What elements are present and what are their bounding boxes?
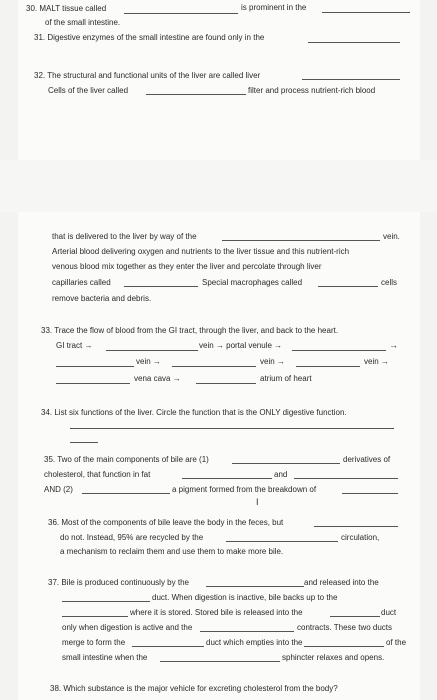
q37-blank-5 bbox=[200, 631, 294, 632]
q36-blank-2 bbox=[226, 541, 338, 542]
q30-text-b: is prominent in the bbox=[241, 3, 307, 12]
q35-text-a: 35. Two of the main components of bile are (1) bbox=[44, 455, 209, 464]
q32-text-f: Arterial blood delivering oxygen and nutrients to the liver tissue and this nutrient-rich bbox=[52, 247, 350, 256]
q36-blank-1 bbox=[314, 526, 398, 527]
q32-blank-2 bbox=[146, 94, 246, 95]
q33-blank-2 bbox=[292, 350, 386, 351]
q37-text-d: where it is stored. Stored bile is released into the bbox=[130, 608, 303, 617]
q34-blank-1 bbox=[70, 428, 394, 429]
q32-text-b: Cells of the liver called bbox=[48, 86, 129, 95]
q35-text-e: AND (2) bbox=[44, 485, 73, 494]
q36-text-a: 36. Most of the components of bile leave the body in the feces, but bbox=[48, 518, 284, 527]
q37-blank-7 bbox=[304, 646, 384, 647]
text-cursor-icon: I bbox=[256, 497, 259, 507]
q33-blank-7 bbox=[196, 383, 256, 384]
q35-text-b: derivatives of bbox=[343, 455, 391, 464]
q32-blank-5 bbox=[318, 286, 378, 287]
q32-text-j: cells bbox=[381, 278, 398, 287]
q33-vena-cava: vena cava → bbox=[134, 374, 181, 383]
q32-blank-4 bbox=[124, 286, 198, 287]
q35-blank-3 bbox=[294, 478, 398, 479]
q33-gi-tract: GI tract → bbox=[56, 341, 93, 350]
q37-blank-6 bbox=[132, 646, 204, 647]
q35-blank-1 bbox=[232, 463, 340, 464]
q33-vein-portal: vein → portal venule → bbox=[199, 341, 283, 350]
q37-text-l: sphincter relaxes and opens. bbox=[282, 653, 385, 662]
q35-text-c: cholesterol, that function in fat bbox=[44, 470, 151, 479]
q32-text-d: that is delivered to the liver by way of the bbox=[52, 232, 197, 241]
q32-text-k: remove bacteria and debris. bbox=[52, 294, 152, 303]
q30-text-a: 30. MALT tissue called bbox=[26, 4, 107, 13]
q31-blank bbox=[308, 42, 400, 43]
q37-blank-4 bbox=[330, 616, 380, 617]
q33-blank-3 bbox=[56, 366, 134, 367]
q35-blank-4 bbox=[82, 493, 170, 494]
q33-text: 33. Trace the flow of blood from the GI tract, through the liver, and back to the heart. bbox=[41, 326, 339, 335]
q37-text-g: contracts. These two ducts bbox=[297, 623, 393, 632]
q37-text-h: merge to form the bbox=[62, 638, 126, 647]
q33-atrium: atrium of heart bbox=[260, 374, 312, 383]
q37-text-f: only when digestion is active and the bbox=[62, 623, 193, 632]
q31-text: 31. Digestive enzymes of the small intestine are found only in the bbox=[34, 33, 265, 42]
q37-text-a: 37. Bile is produced continuously by the bbox=[48, 578, 189, 587]
q32-blank-3 bbox=[222, 240, 380, 241]
q32-text-a: 32. The structural and functional units of the liver are called liver bbox=[34, 71, 261, 80]
q38-text: 38. Which substance is the major vehicle for excreting cholesterol from the body? bbox=[50, 684, 338, 693]
q33-vein-3: vein → bbox=[364, 357, 389, 366]
page-gap bbox=[0, 160, 437, 212]
q33-blank-5 bbox=[296, 366, 360, 367]
q34-text: 34. List six functions of the liver. Circle the function that is the ONLY digestive function. bbox=[41, 408, 347, 417]
q37-blank-8 bbox=[160, 661, 280, 662]
q33-vein-1: vein → bbox=[136, 357, 161, 366]
q37-text-j: of the bbox=[386, 638, 407, 647]
q32-text-g: venous blood mix together as they enter the liver and percolate through liver bbox=[52, 262, 322, 271]
q30-text-c: of the small intestine. bbox=[45, 18, 121, 27]
q33-blank-1 bbox=[106, 350, 198, 351]
q34-blank-2 bbox=[70, 442, 98, 443]
q32-text-i: Special macrophages called bbox=[202, 278, 303, 287]
q37-blank-2 bbox=[62, 601, 150, 602]
q35-blank-2 bbox=[182, 478, 272, 479]
q33-vein-2: vein → bbox=[260, 357, 285, 366]
q35-blank-5 bbox=[342, 493, 398, 494]
q33-blank-6 bbox=[56, 383, 130, 384]
q30-blank-1 bbox=[124, 13, 238, 14]
q37-text-e: duct bbox=[381, 608, 397, 617]
q37-blank-3 bbox=[62, 616, 128, 617]
q37-text-i: duct which empties into the bbox=[206, 638, 303, 647]
q37-blank-1 bbox=[206, 586, 304, 587]
q32-text-c: filter and process nutrient-rich blood bbox=[248, 86, 376, 95]
q30-blank-2 bbox=[322, 12, 410, 13]
q35-text-f: a pigment formed from the breakdown of bbox=[172, 485, 317, 494]
q37-text-b: and released into the bbox=[304, 578, 379, 587]
q36-text-d: a mechanism to reclaim them and use them to make more bile. bbox=[60, 547, 284, 556]
q36-text-c: circulation, bbox=[341, 533, 380, 542]
q32-text-h: capillaries called bbox=[52, 278, 111, 287]
q33-blank-4 bbox=[172, 366, 256, 367]
q33-arrow-1: → bbox=[389, 340, 398, 350]
q32-blank-1 bbox=[302, 79, 400, 80]
q36-text-b: do not. Instead, 95% are recycled by the bbox=[60, 533, 204, 542]
q32-text-e: vein. bbox=[383, 232, 400, 241]
q35-text-d: and bbox=[274, 470, 288, 479]
q37-text-k: small intestine when the bbox=[62, 653, 148, 662]
q37-text-c: duct. When digestion is inactive, bile backs up to the bbox=[152, 593, 338, 602]
